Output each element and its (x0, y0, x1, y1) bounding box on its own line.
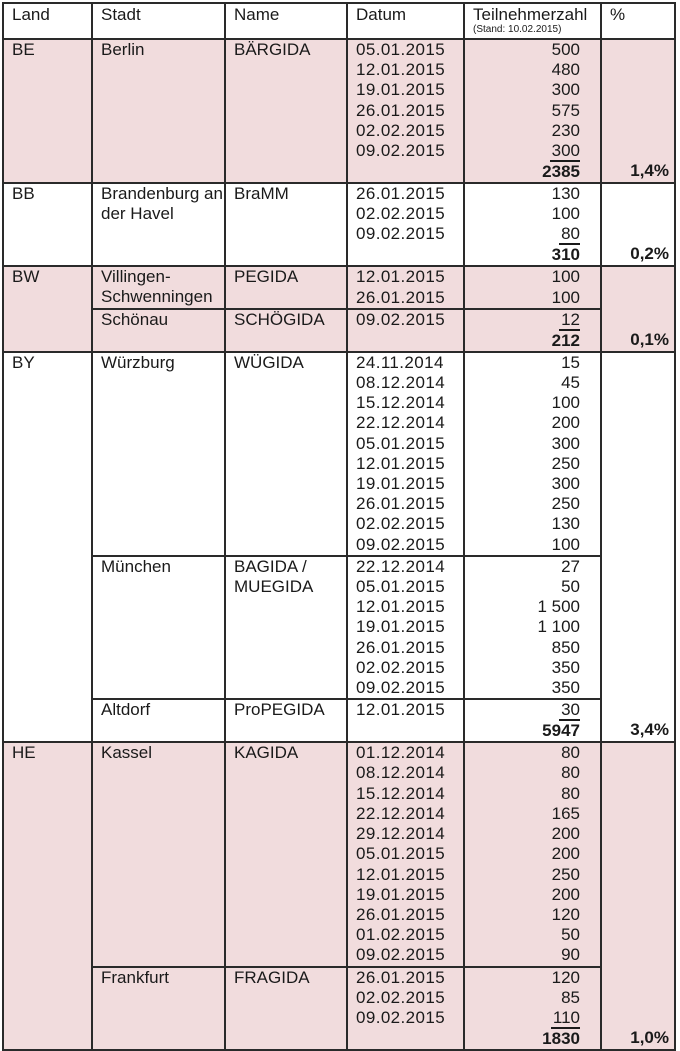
event-date: 12.01.2015 (356, 267, 446, 287)
event-date: 26.01.2015 (356, 494, 446, 514)
land-total: 2385 (542, 162, 580, 182)
date-spacer (356, 245, 463, 265)
event-date: 22.12.2014 (356, 413, 446, 433)
participant-cell (465, 353, 580, 373)
land-code: BY (4, 353, 93, 741)
land-code: BW (4, 267, 93, 350)
event-date: 12.01.2015 (356, 700, 446, 720)
participant-count: 50 (561, 925, 580, 945)
land-percent: 3,4% (630, 720, 669, 740)
land-percent: 1,4% (630, 161, 669, 181)
header-teilnehmerzahl-label: Teilnehmerzahl (473, 5, 588, 24)
city-row (93, 743, 600, 967)
event-date: 22.12.2014 (356, 556, 446, 576)
participant-cell (465, 373, 580, 393)
event-date: 26.01.2015 (356, 184, 446, 204)
event-date: 19.01.2015 (356, 884, 446, 904)
event-date: 01.12.2014 (356, 743, 446, 763)
participant-cell (465, 844, 580, 864)
date-list (348, 557, 465, 698)
participant-cell (465, 638, 580, 658)
participant-cell (465, 700, 580, 721)
participant-count: 15 (561, 352, 580, 372)
land-group-be (4, 40, 674, 184)
participant-cell (465, 40, 580, 60)
event-date: 09.02.2015 (356, 224, 446, 244)
participant-count: 480 (551, 60, 580, 80)
participant-cell (465, 184, 580, 204)
city-row (93, 40, 600, 182)
participant-count: 300 (551, 433, 580, 453)
header-stand-note: (Stand: 10.02.2015) (473, 24, 562, 35)
event-date: 26.01.2015 (356, 287, 446, 307)
event-date: 02.02.2015 (356, 120, 446, 140)
participant-count: 85 (561, 987, 580, 1007)
participant-count: 100 (551, 204, 580, 224)
group-name: SCHÖGIDA (226, 310, 348, 351)
participant-count: 80 (561, 743, 580, 763)
participant-count: 100 (551, 287, 580, 307)
land-percent: 0,2% (630, 244, 669, 264)
participant-count: 45 (561, 373, 580, 393)
city-name: Schönau (93, 310, 226, 351)
participant-count: 1 100 (537, 617, 580, 637)
participant-count: 250 (551, 453, 580, 473)
city-name: Würzburg (93, 353, 226, 555)
city-row (93, 968, 600, 1049)
city-name: München (93, 557, 226, 698)
event-date: 05.01.2015 (356, 577, 446, 597)
land-percent: 1,0% (630, 1027, 669, 1047)
event-date: 09.02.2015 (356, 309, 446, 329)
city-name: Villingen-Schwenningen (93, 267, 226, 307)
event-date: 12.01.2015 (356, 60, 446, 80)
date-list (348, 310, 465, 351)
land-code: HE (4, 743, 93, 1049)
participant-cell (465, 743, 580, 763)
city-name: Berlin (93, 40, 226, 182)
header-name: Name (226, 4, 348, 38)
event-date: 09.02.2015 (356, 141, 446, 161)
event-date: 12.01.2015 (356, 453, 446, 473)
participant-cell (465, 865, 580, 885)
participant-count: 90 (561, 945, 580, 965)
participant-list (465, 310, 600, 351)
participant-count: 500 (551, 40, 580, 59)
city-list (93, 184, 602, 265)
event-date: 09.02.2015 (356, 678, 446, 698)
date-list (348, 743, 465, 965)
participant-cell (465, 577, 580, 597)
participant-count: 110 (552, 1007, 580, 1027)
participant-count: 120 (551, 904, 580, 924)
participant-cell (465, 804, 580, 824)
participant-cell (465, 60, 580, 80)
pegida-table (2, 2, 676, 1051)
land-group-bw (4, 267, 674, 352)
group-name: KAGIDA (226, 743, 348, 965)
city-row (93, 700, 600, 741)
city-row (93, 353, 600, 557)
participant-cell (465, 393, 580, 413)
land-total: 1830 (542, 1028, 580, 1048)
participant-cell (465, 968, 580, 988)
participant-count: 350 (551, 678, 580, 698)
city-name: Altdorf (93, 700, 226, 741)
group-name: ProPEGIDA (226, 700, 348, 741)
event-date: 19.01.2015 (356, 80, 446, 100)
participant-count: 1 500 (537, 597, 580, 617)
group-name: PEGIDA (226, 267, 348, 307)
date-list (348, 700, 465, 741)
participant-count: 30 (561, 700, 580, 720)
event-date: 02.02.2015 (356, 987, 446, 1007)
participant-cell (465, 494, 580, 514)
event-date: 26.01.2015 (356, 967, 446, 987)
participant-list (465, 184, 600, 265)
participant-cell (465, 557, 580, 577)
participant-cell (465, 288, 580, 308)
date-spacer (356, 1028, 463, 1048)
land-code: BB (4, 184, 93, 265)
participant-cell (465, 80, 580, 100)
participant-cell (465, 267, 580, 287)
land-total: 5947 (542, 721, 580, 741)
participant-cell (465, 763, 580, 783)
event-date: 26.01.2015 (356, 100, 446, 120)
participant-cell (465, 988, 580, 1008)
participant-cell (465, 474, 580, 494)
city-row (93, 184, 600, 265)
event-date: 24.11.2014 (356, 352, 444, 372)
participant-cell (465, 121, 580, 141)
participant-list (465, 557, 600, 698)
participant-count: 100 (551, 393, 580, 413)
event-date: 09.02.2015 (356, 945, 446, 965)
participant-cell (465, 454, 580, 474)
event-date: 08.12.2014 (356, 373, 446, 393)
date-list (348, 184, 465, 265)
land-group-bb (4, 184, 674, 267)
participant-list (465, 40, 600, 182)
event-date: 05.01.2015 (356, 433, 446, 453)
participant-cell (465, 434, 580, 454)
date-list (348, 353, 465, 555)
participant-count: 130 (551, 184, 580, 204)
participant-cell (465, 945, 580, 965)
city-list (93, 353, 602, 741)
participant-cell (465, 224, 580, 245)
participant-count: 50 (561, 577, 580, 597)
participant-count: 200 (551, 824, 580, 844)
participant-count: 575 (551, 100, 580, 120)
city-row (93, 310, 600, 351)
participant-count: 300 (551, 80, 580, 100)
event-date: 02.02.2015 (356, 657, 446, 677)
land-code: BE (4, 40, 93, 182)
event-date: 09.02.2015 (356, 1007, 446, 1027)
event-date: 29.12.2014 (356, 824, 446, 844)
participant-cell (465, 597, 580, 617)
participant-cell (465, 535, 580, 555)
city-name: Kassel (93, 743, 226, 965)
header-percent: % (610, 5, 626, 24)
participant-count: 250 (551, 864, 580, 884)
participant-count: 230 (551, 120, 580, 140)
participant-cell (465, 905, 580, 925)
event-date: 08.12.2014 (356, 763, 446, 783)
participant-cell (465, 413, 580, 433)
participant-list (465, 700, 600, 741)
event-date: 05.01.2015 (356, 40, 446, 59)
header-datum: Datum (348, 4, 465, 38)
header-teilnehmerzahl (465, 4, 602, 38)
participant-count: 165 (551, 803, 580, 823)
participant-count: 250 (551, 494, 580, 514)
participant-cell (465, 310, 580, 331)
participant-list (465, 353, 600, 555)
event-date: 15.12.2014 (356, 393, 446, 413)
land-percent: 0,1% (630, 329, 669, 349)
land-total: 310 (551, 245, 580, 265)
event-date: 12.01.2015 (356, 597, 446, 617)
group-name: BÄRGIDA (226, 40, 348, 182)
participant-count: 200 (551, 413, 580, 433)
date-list (348, 40, 465, 182)
participant-list (465, 743, 600, 965)
city-list (93, 743, 602, 1049)
event-date: 12.01.2015 (356, 864, 446, 884)
event-date: 26.01.2015 (356, 904, 446, 924)
participant-cell (465, 658, 580, 678)
date-spacer (356, 720, 463, 740)
event-date: 01.02.2015 (356, 925, 446, 945)
participant-cell (465, 204, 580, 224)
city-name: Frankfurt (93, 968, 226, 1049)
event-date: 02.02.2015 (356, 204, 446, 224)
group-name: BraMM (226, 184, 348, 265)
city-row (93, 557, 600, 700)
group-name: BAGIDA / MUEGIDA (226, 557, 348, 698)
participant-count: 80 (561, 783, 580, 803)
land-group-by (4, 353, 674, 743)
participant-list (465, 968, 600, 1049)
participant-cell (465, 1008, 580, 1029)
participant-count: 300 (551, 474, 580, 494)
participant-count: 350 (551, 657, 580, 677)
event-date: 19.01.2015 (356, 474, 446, 494)
land-total: 212 (551, 330, 580, 350)
participant-cell (465, 824, 580, 844)
participant-count: 850 (551, 637, 580, 657)
participant-cell (465, 925, 580, 945)
participant-cell (465, 784, 580, 804)
participant-cell (465, 617, 580, 637)
event-date: 22.12.2014 (356, 803, 446, 823)
event-date: 05.01.2015 (356, 844, 446, 864)
date-list (348, 968, 465, 1049)
table-header (4, 4, 674, 40)
participant-list (465, 267, 600, 307)
event-date: 19.01.2015 (356, 617, 446, 637)
participant-cell (465, 678, 580, 698)
participant-count: 80 (561, 224, 580, 244)
date-spacer (356, 161, 463, 181)
participant-cell (465, 101, 580, 121)
participant-count: 200 (551, 884, 580, 904)
participant-count: 100 (551, 534, 580, 554)
header-stadt: Stadt (93, 4, 226, 38)
city-list (93, 267, 602, 350)
table-body (4, 40, 674, 1049)
group-name: FRAGIDA (226, 968, 348, 1049)
event-date: 26.01.2015 (356, 637, 446, 657)
city-list (93, 40, 602, 182)
participant-count: 27 (561, 556, 580, 576)
participant-count: 100 (551, 267, 580, 287)
participant-count: 120 (551, 967, 580, 987)
participant-count: 300 (551, 141, 580, 161)
header-land: Land (4, 4, 93, 38)
event-date: 02.02.2015 (356, 514, 446, 534)
city-name: Brandenburg an der Havel (93, 184, 226, 265)
group-name: WÜGIDA (226, 353, 348, 555)
participant-cell (465, 514, 580, 534)
city-row (93, 267, 600, 309)
participant-count: 200 (551, 844, 580, 864)
participant-count: 12 (561, 309, 580, 329)
participant-cell (465, 885, 580, 905)
participant-count: 80 (561, 763, 580, 783)
land-group-he (4, 743, 674, 1049)
date-list (348, 267, 465, 307)
event-date: 15.12.2014 (356, 783, 446, 803)
event-date: 09.02.2015 (356, 534, 446, 554)
participant-count: 130 (551, 514, 580, 534)
participant-cell (465, 141, 580, 162)
date-spacer (356, 330, 463, 350)
